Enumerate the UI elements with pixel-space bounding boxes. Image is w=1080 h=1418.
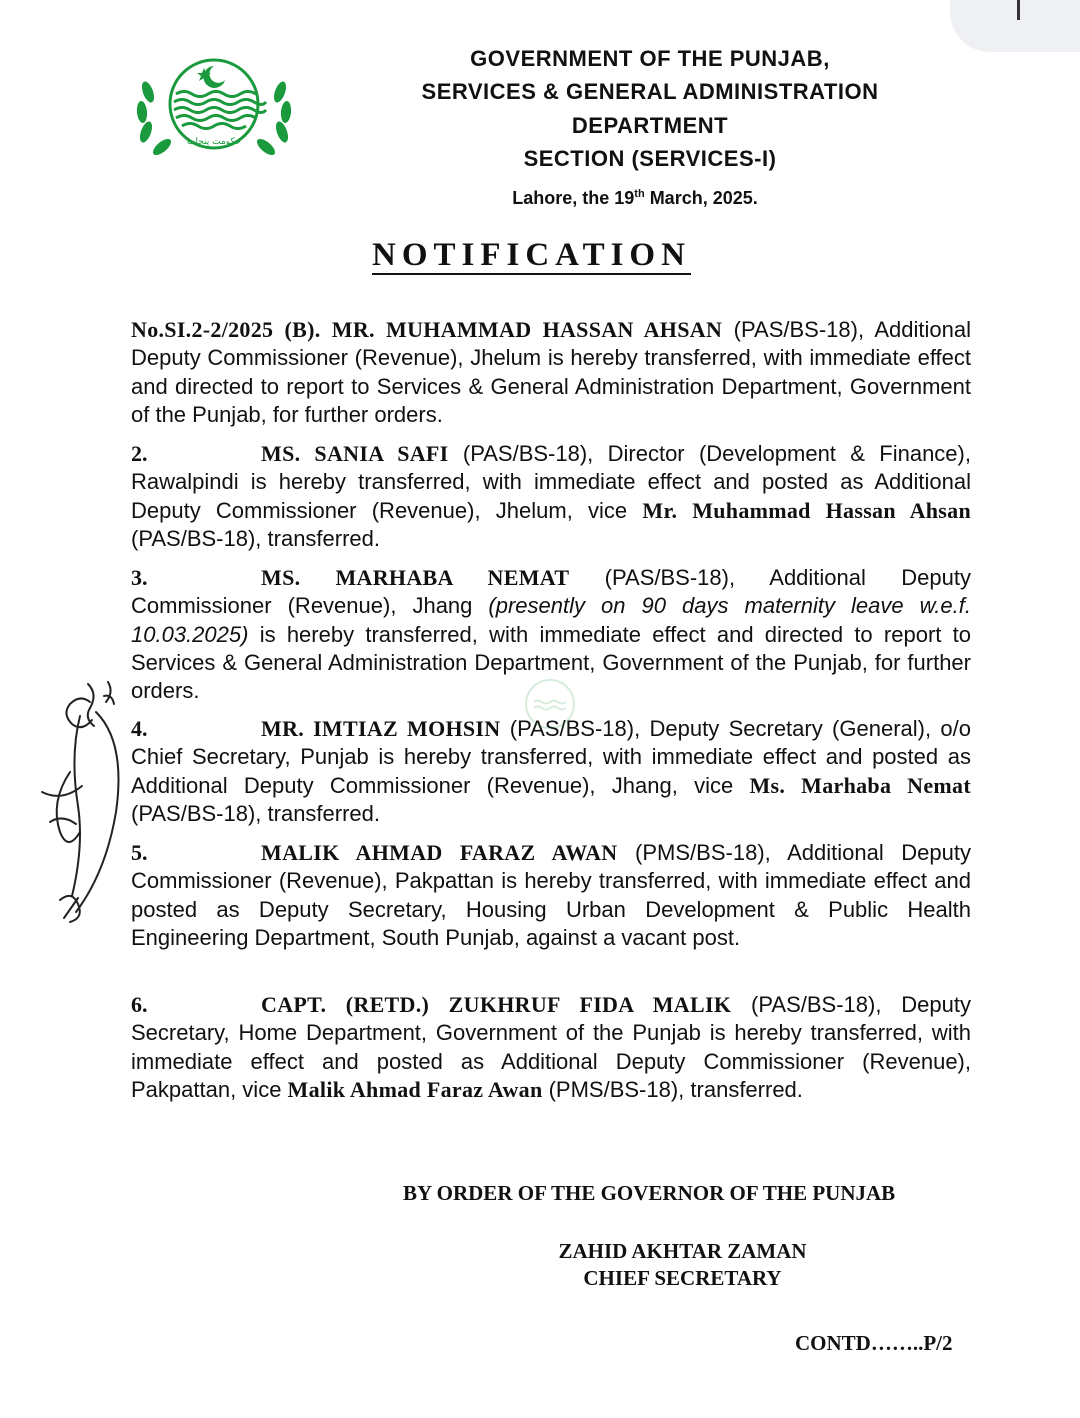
paragraph-number: 4. [131, 716, 148, 741]
emblem-caption: حکومت پنجاب [187, 137, 241, 147]
top-right-tab [950, 0, 1080, 52]
signatory-title: CHIEF SECRETARY [583, 1266, 782, 1290]
paragraph-1: No.SI.2-2/2025 (B). MR. MUHAMMAD HASSAN AHSAN (PAS/BS-18), Additional Deputy Commissioner (Revenue), Jhelum is hereby transferred, with immediate effect and directed to report to Services & General Administration Department, Government of the Punjab, for further orders. [131, 317, 971, 427]
paragraph-5: 5. MALIK AHMAD FARAZ AWAN (PMS/BS-18), Additional Deputy Commissioner (Revenue), Pakpattan is hereby transferred, with immediate effect and posted as Deputy Secretary, Housing Urban Development & Public Health Engineering Department, South Punjab, against a vacant post. [131, 840, 971, 950]
handwritten-signature-icon [30, 672, 145, 942]
officer-name: MR. IMTIAZ MOHSIN [261, 716, 501, 741]
signatory-name: ZAHID AKHTAR ZAMAN [558, 1239, 807, 1263]
vice-name: Malik Ahmad Faraz Awan [287, 1076, 543, 1102]
header-department: SERVICES & GENERAL ADMINISTRATION [421, 79, 879, 104]
header-section: SECTION (SERVICES-I) [523, 146, 777, 171]
officer-name: MS. SANIA SAFI [261, 441, 449, 466]
punjab-government-emblem-icon [128, 52, 300, 170]
paragraph-3: 3. MS. MARHABA NEMAT (PAS/BS-18), Additional Deputy Commissioner (Revenue), Jhang (presently on 90 days maternity leave w.e.f. 10.03.2025) is hereby transferred, with immediate effect and directed to report to Services & General Administration Department, Government of the Punjab, for further orders. [131, 565, 971, 704]
order-line: BY ORDER OF THE GOVERNOR OF THE PUNJAB [403, 1181, 896, 1205]
continued-marker: CONTD……..P/2 [795, 1331, 953, 1355]
watermark-emblem-icon [520, 676, 580, 732]
text-cursor-icon [1017, 0, 1020, 20]
officer-name: CAPT. (RETD.) ZUKHRUF FIDA MALIK [261, 992, 732, 1017]
officer-name: MALIK AHMAD FARAZ AWAN [261, 840, 618, 865]
paragraph-4: 4. MR. IMTIAZ MOHSIN (PAS/BS-18), Deputy Secretary (General), o/o Chief Secretary, Punjab is hereby transferred, with immediate effect and posted as Additional Deputy Commissioner (Revenue), Jhang, vice Ms. Marhaba Nemat (PAS/BS-18), transferred. [131, 716, 971, 826]
paragraph-number: 6. [131, 992, 148, 1017]
reference-and-name: No.SI.2-2/2025 (B). MR. MUHAMMAD HASSAN AHSAN [131, 317, 723, 342]
paragraph-6: 6. CAPT. (RETD.) ZUKHRUF FIDA MALIK (PAS/BS-18), Deputy Secretary, Home Department, Government of the Punjab is hereby transferred, with immediate effect and posted as Additional Deputy Commissioner (Revenue), Pakpattan, vice Malik Ahmad Faraz Awan (PMS/BS-18), transferred. [131, 992, 972, 1102]
header-department-cont: DEPARTMENT [571, 113, 729, 138]
paragraph-number: 2. [131, 441, 148, 466]
notification-title: NOTIFICATION [372, 237, 691, 273]
officer-name: MS. MARHABA NEMAT [261, 565, 570, 590]
header-government: GOVERNMENT OF THE PUNJAB, [470, 46, 830, 71]
vice-name: Ms. Marhaba Nemat [749, 772, 971, 798]
dateline: Lahore, the 19th March, 2025. [512, 188, 758, 208]
paragraph-number: 5. [131, 840, 148, 865]
paragraph-number: 3. [131, 565, 148, 590]
vice-name: Mr. Muhammad Hassan Ahsan [642, 497, 972, 523]
paragraph-2: 2. MS. SANIA SAFI (PAS/BS-18), Director (Development & Finance), Rawalpindi is hereby transferred, with immediate effect and posted as Additional Deputy Commissioner (Revenue), Jhelum, vice Mr. Muhammad Hassan Ahsan (PAS/BS-18), transferred. [131, 441, 972, 551]
signatory-block [540, 1238, 825, 1292]
leave-note: (presently on 90 days maternity leave w.e.f. 10.03.2025) [131, 593, 971, 647]
